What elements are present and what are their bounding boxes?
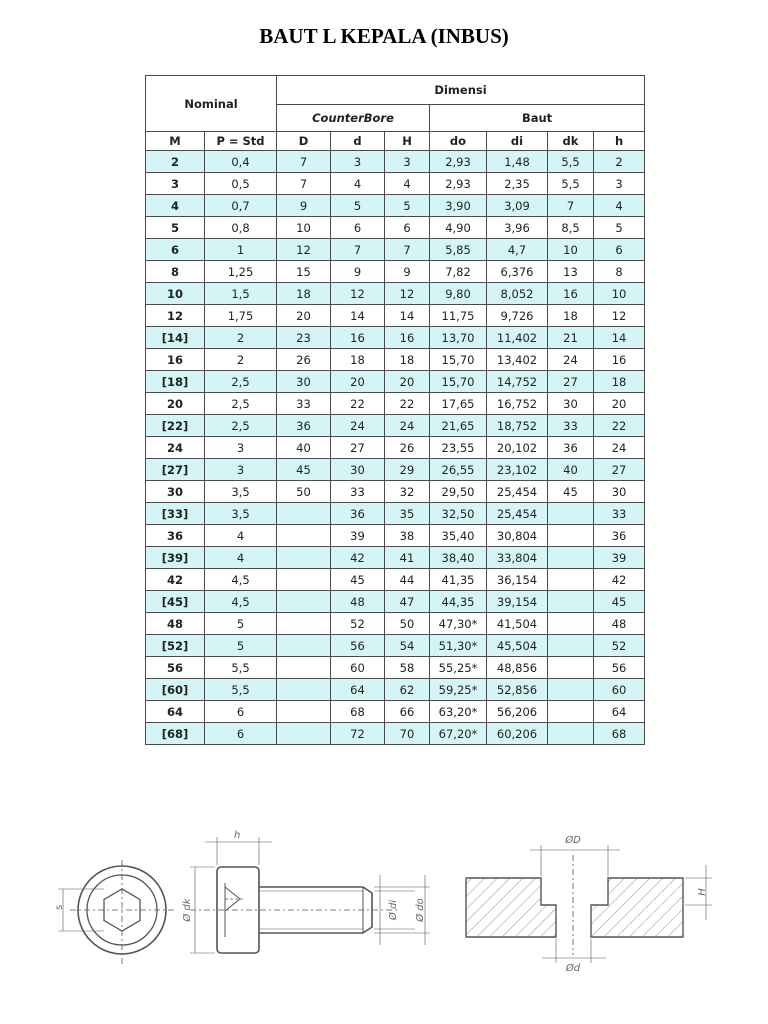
header-dimensi: Dimensi	[277, 76, 645, 105]
cell-di: 56,206	[487, 701, 548, 723]
cell-do: 32,50	[430, 503, 487, 525]
cell-H: 70	[385, 723, 430, 745]
cell-D: 9	[277, 195, 331, 217]
cell-m: [52]	[146, 635, 205, 657]
cell-H: 9	[385, 261, 430, 283]
cell-di: 33,804	[487, 547, 548, 569]
cell-p: 0,7	[205, 195, 277, 217]
cell-H: 3	[385, 151, 430, 173]
label-h: h	[234, 830, 241, 841]
cell-H: 7	[385, 239, 430, 261]
cell-H: 20	[385, 371, 430, 393]
table-row	[146, 635, 645, 657]
cell-p: 3	[205, 437, 277, 459]
table-row	[146, 657, 645, 679]
table-row	[146, 327, 645, 349]
label-s: s	[54, 904, 65, 910]
table-row	[146, 547, 645, 569]
cell-d: 60	[331, 657, 385, 679]
cell-H: 4	[385, 173, 430, 195]
cell-p: 4	[205, 547, 277, 569]
col-header-p: P = Std	[205, 132, 277, 151]
header-counterbore: CounterBore	[277, 105, 430, 132]
cell-dk: 45	[548, 481, 594, 503]
cell-p: 5	[205, 613, 277, 635]
cell-h: 68	[594, 723, 645, 745]
cell-D	[277, 591, 331, 613]
cell-do: 4,90	[430, 217, 487, 239]
col-header-m: M	[146, 132, 205, 151]
cell-D: 33	[277, 393, 331, 415]
cell-di: 6,376	[487, 261, 548, 283]
cell-di: 25,454	[487, 481, 548, 503]
cell-D	[277, 525, 331, 547]
cell-d: 64	[331, 679, 385, 701]
cell-d: 3	[331, 151, 385, 173]
cell-p: 5	[205, 635, 277, 657]
cell-dk	[548, 635, 594, 657]
cell-p: 5,5	[205, 657, 277, 679]
cell-H: 66	[385, 701, 430, 723]
cell-do: 5,85	[430, 239, 487, 261]
cell-di: 18,752	[487, 415, 548, 437]
col-header-dk: dk	[548, 132, 594, 151]
cell-dk: 24	[548, 349, 594, 371]
cell-di: 3,96	[487, 217, 548, 239]
cell-D: 30	[277, 371, 331, 393]
cell-m: 3	[146, 173, 205, 195]
cell-m: 6	[146, 239, 205, 261]
cell-m: 16	[146, 349, 205, 371]
col-header-h: h	[594, 132, 645, 151]
col-header-D: D	[277, 132, 331, 151]
technical-drawings	[0, 815, 768, 1024]
cell-h: 18	[594, 371, 645, 393]
table-row	[146, 283, 645, 305]
table-row	[146, 723, 645, 745]
cell-H: 5	[385, 195, 430, 217]
label-phi-d: Ød	[565, 963, 581, 974]
table-row	[146, 525, 645, 547]
cell-m: [39]	[146, 547, 205, 569]
cell-h: 36	[594, 525, 645, 547]
cell-h: 6	[594, 239, 645, 261]
cell-do: 59,25*	[430, 679, 487, 701]
table-row	[146, 151, 645, 173]
table-row	[146, 459, 645, 481]
cell-H: 22	[385, 393, 430, 415]
cell-do: 21,65	[430, 415, 487, 437]
cell-dk: 36	[548, 437, 594, 459]
cell-H: 29	[385, 459, 430, 481]
label-phi-do: Ø do	[415, 898, 426, 922]
cell-d: 5	[331, 195, 385, 217]
cell-h: 30	[594, 481, 645, 503]
table-row	[146, 415, 645, 437]
cell-d: 68	[331, 701, 385, 723]
cell-dk: 40	[548, 459, 594, 481]
cell-m: [18]	[146, 371, 205, 393]
cell-h: 56	[594, 657, 645, 679]
cell-dk: 5,5	[548, 151, 594, 173]
label-H: H	[697, 888, 708, 896]
cell-dk	[548, 503, 594, 525]
cell-D	[277, 657, 331, 679]
cell-m: 30	[146, 481, 205, 503]
cell-p: 3,5	[205, 481, 277, 503]
cell-d: 9	[331, 261, 385, 283]
cell-di: 1,48	[487, 151, 548, 173]
cell-do: 67,20*	[430, 723, 487, 745]
cell-do: 15,70	[430, 371, 487, 393]
cell-H: 18	[385, 349, 430, 371]
cell-h: 14	[594, 327, 645, 349]
cell-h: 24	[594, 437, 645, 459]
label-phi-di: Ø di	[388, 899, 399, 921]
cell-di: 39,154	[487, 591, 548, 613]
bolt-side-view	[190, 837, 430, 953]
cell-m: 12	[146, 305, 205, 327]
bolt-dimension-table	[145, 75, 645, 745]
cell-p: 4	[205, 525, 277, 547]
label-phi-dk: Ø dk	[182, 898, 193, 922]
cell-d: 4	[331, 173, 385, 195]
cell-do: 38,40	[430, 547, 487, 569]
cell-D: 18	[277, 283, 331, 305]
cell-di: 25,454	[487, 503, 548, 525]
table-row	[146, 239, 645, 261]
cell-h: 52	[594, 635, 645, 657]
cell-H: 58	[385, 657, 430, 679]
cell-di: 14,752	[487, 371, 548, 393]
cell-do: 51,30*	[430, 635, 487, 657]
cell-D: 50	[277, 481, 331, 503]
cell-p: 1,5	[205, 283, 277, 305]
cell-h: 64	[594, 701, 645, 723]
cell-m: 10	[146, 283, 205, 305]
cell-d: 14	[331, 305, 385, 327]
header-nominal: Nominal	[146, 76, 277, 132]
cell-p: 5,5	[205, 679, 277, 701]
cell-h: 45	[594, 591, 645, 613]
cell-h: 22	[594, 415, 645, 437]
cell-di: 13,402	[487, 349, 548, 371]
cell-p: 3,5	[205, 503, 277, 525]
cell-m: [27]	[146, 459, 205, 481]
cell-di: 16,752	[487, 393, 548, 415]
cell-D	[277, 723, 331, 745]
cell-H: 50	[385, 613, 430, 635]
cell-d: 20	[331, 371, 385, 393]
cell-do: 44,35	[430, 591, 487, 613]
cell-p: 2,5	[205, 371, 277, 393]
cell-d: 45	[331, 569, 385, 591]
cell-do: 47,30*	[430, 613, 487, 635]
cell-D	[277, 635, 331, 657]
cell-H: 41	[385, 547, 430, 569]
col-header-H: H	[385, 132, 430, 151]
cell-p: 2,5	[205, 393, 277, 415]
cell-d: 30	[331, 459, 385, 481]
cell-h: 10	[594, 283, 645, 305]
cell-di: 20,102	[487, 437, 548, 459]
cell-di: 60,206	[487, 723, 548, 745]
cell-p: 6	[205, 701, 277, 723]
counterbore-section	[466, 845, 712, 963]
cell-D: 40	[277, 437, 331, 459]
cell-dk	[548, 591, 594, 613]
cell-d: 52	[331, 613, 385, 635]
cell-do: 23,55	[430, 437, 487, 459]
table-row	[146, 481, 645, 503]
cell-dk: 13	[548, 261, 594, 283]
cell-D: 12	[277, 239, 331, 261]
table-row	[146, 613, 645, 635]
cell-D: 23	[277, 327, 331, 349]
cell-p: 2	[205, 327, 277, 349]
cell-D	[277, 679, 331, 701]
table-row	[146, 261, 645, 283]
cell-p: 2	[205, 349, 277, 371]
cell-m: [68]	[146, 723, 205, 745]
cell-h: 12	[594, 305, 645, 327]
cell-do: 29,50	[430, 481, 487, 503]
cell-p: 3	[205, 459, 277, 481]
cell-m: 2	[146, 151, 205, 173]
cell-do: 2,93	[430, 151, 487, 173]
cell-do: 15,70	[430, 349, 487, 371]
cell-d: 18	[331, 349, 385, 371]
cell-p: 2,5	[205, 415, 277, 437]
cell-dk: 27	[548, 371, 594, 393]
bolt-front-view	[58, 860, 174, 964]
cell-h: 60	[594, 679, 645, 701]
cell-h: 33	[594, 503, 645, 525]
cell-d: 48	[331, 591, 385, 613]
cell-m: 56	[146, 657, 205, 679]
cell-do: 9,80	[430, 283, 487, 305]
cell-h: 20	[594, 393, 645, 415]
cell-di: 30,804	[487, 525, 548, 547]
cell-d: 39	[331, 525, 385, 547]
cell-d: 12	[331, 283, 385, 305]
cell-h: 42	[594, 569, 645, 591]
cell-D	[277, 613, 331, 635]
cell-p: 0,5	[205, 173, 277, 195]
table-row	[146, 503, 645, 525]
cell-m: [60]	[146, 679, 205, 701]
cell-D: 7	[277, 173, 331, 195]
cell-H: 14	[385, 305, 430, 327]
cell-dk: 33	[548, 415, 594, 437]
cell-d: 24	[331, 415, 385, 437]
cell-d: 6	[331, 217, 385, 239]
cell-dk	[548, 525, 594, 547]
cell-di: 52,856	[487, 679, 548, 701]
cell-do: 35,40	[430, 525, 487, 547]
cell-d: 42	[331, 547, 385, 569]
cell-D	[277, 701, 331, 723]
cell-h: 3	[594, 173, 645, 195]
cell-do: 13,70	[430, 327, 487, 349]
table-row	[146, 701, 645, 723]
cell-p: 6	[205, 723, 277, 745]
cell-D: 20	[277, 305, 331, 327]
cell-do: 2,93	[430, 173, 487, 195]
cell-h: 8	[594, 261, 645, 283]
cell-dk	[548, 723, 594, 745]
cell-do: 26,55	[430, 459, 487, 481]
cell-m: 20	[146, 393, 205, 415]
cell-h: 5	[594, 217, 645, 239]
cell-m: 24	[146, 437, 205, 459]
cell-dk: 7	[548, 195, 594, 217]
table-row	[146, 349, 645, 371]
cell-h: 39	[594, 547, 645, 569]
col-header-do: do	[430, 132, 487, 151]
cell-d: 16	[331, 327, 385, 349]
header-baut: Baut	[430, 105, 645, 132]
cell-h: 16	[594, 349, 645, 371]
cell-dk	[548, 657, 594, 679]
cell-H: 54	[385, 635, 430, 657]
cell-m: 4	[146, 195, 205, 217]
cell-di: 9,726	[487, 305, 548, 327]
cell-H: 32	[385, 481, 430, 503]
cell-dk: 21	[548, 327, 594, 349]
table-row	[146, 569, 645, 591]
cell-h: 48	[594, 613, 645, 635]
cell-H: 24	[385, 415, 430, 437]
cell-H: 62	[385, 679, 430, 701]
cell-D: 15	[277, 261, 331, 283]
cell-do: 63,20*	[430, 701, 487, 723]
cell-H: 16	[385, 327, 430, 349]
cell-do: 3,90	[430, 195, 487, 217]
cell-di: 45,504	[487, 635, 548, 657]
cell-dk: 8,5	[548, 217, 594, 239]
cell-D	[277, 569, 331, 591]
cell-D: 26	[277, 349, 331, 371]
cell-m: 8	[146, 261, 205, 283]
cell-do: 41,35	[430, 569, 487, 591]
cell-m: [33]	[146, 503, 205, 525]
cell-m: 5	[146, 217, 205, 239]
cell-H: 35	[385, 503, 430, 525]
cell-d: 7	[331, 239, 385, 261]
cell-d: 27	[331, 437, 385, 459]
cell-d: 33	[331, 481, 385, 503]
cell-h: 2	[594, 151, 645, 173]
table-row	[146, 305, 645, 327]
cell-h: 4	[594, 195, 645, 217]
cell-m: 64	[146, 701, 205, 723]
cell-dk	[548, 701, 594, 723]
cell-di: 48,856	[487, 657, 548, 679]
cell-D: 10	[277, 217, 331, 239]
cell-H: 12	[385, 283, 430, 305]
table-row	[146, 591, 645, 613]
table-row	[146, 217, 645, 239]
cell-di: 3,09	[487, 195, 548, 217]
cell-di: 23,102	[487, 459, 548, 481]
cell-dk	[548, 613, 594, 635]
cell-do: 55,25*	[430, 657, 487, 679]
table-row	[146, 173, 645, 195]
cell-m: 48	[146, 613, 205, 635]
col-header-d: d	[331, 132, 385, 151]
cell-p: 1,75	[205, 305, 277, 327]
cell-dk: 16	[548, 283, 594, 305]
cell-h: 27	[594, 459, 645, 481]
cell-do: 7,82	[430, 261, 487, 283]
cell-H: 47	[385, 591, 430, 613]
table-row	[146, 437, 645, 459]
cell-D: 7	[277, 151, 331, 173]
cell-d: 56	[331, 635, 385, 657]
cell-dk	[548, 569, 594, 591]
page-title: BAUT L KEPALA (INBUS)	[259, 24, 509, 48]
col-header-di: di	[487, 132, 548, 151]
cell-di: 8,052	[487, 283, 548, 305]
cell-m: [22]	[146, 415, 205, 437]
cell-p: 0,4	[205, 151, 277, 173]
cell-m: [45]	[146, 591, 205, 613]
cell-dk	[548, 679, 594, 701]
cell-di: 4,7	[487, 239, 548, 261]
table-row	[146, 371, 645, 393]
cell-D: 36	[277, 415, 331, 437]
cell-di: 11,402	[487, 327, 548, 349]
cell-H: 38	[385, 525, 430, 547]
cell-p: 1,25	[205, 261, 277, 283]
cell-do: 11,75	[430, 305, 487, 327]
cell-D: 45	[277, 459, 331, 481]
cell-D	[277, 547, 331, 569]
cell-dk: 5,5	[548, 173, 594, 195]
label-phi-D: ØD	[565, 835, 581, 846]
cell-dk: 18	[548, 305, 594, 327]
cell-dk	[548, 547, 594, 569]
cell-di: 36,154	[487, 569, 548, 591]
cell-H: 6	[385, 217, 430, 239]
cell-m: [14]	[146, 327, 205, 349]
cell-p: 0,8	[205, 217, 277, 239]
cell-di: 2,35	[487, 173, 548, 195]
table-row	[146, 679, 645, 701]
cell-m: 36	[146, 525, 205, 547]
cell-dk: 10	[548, 239, 594, 261]
cell-d: 36	[331, 503, 385, 525]
cell-H: 44	[385, 569, 430, 591]
cell-dk: 30	[548, 393, 594, 415]
table-row	[146, 195, 645, 217]
cell-H: 26	[385, 437, 430, 459]
cell-D	[277, 503, 331, 525]
cell-m: 42	[146, 569, 205, 591]
cell-di: 41,504	[487, 613, 548, 635]
table-row	[146, 393, 645, 415]
cell-do: 17,65	[430, 393, 487, 415]
cell-d: 72	[331, 723, 385, 745]
cell-p: 1	[205, 239, 277, 261]
cell-d: 22	[331, 393, 385, 415]
cell-p: 4,5	[205, 569, 277, 591]
cell-p: 4,5	[205, 591, 277, 613]
